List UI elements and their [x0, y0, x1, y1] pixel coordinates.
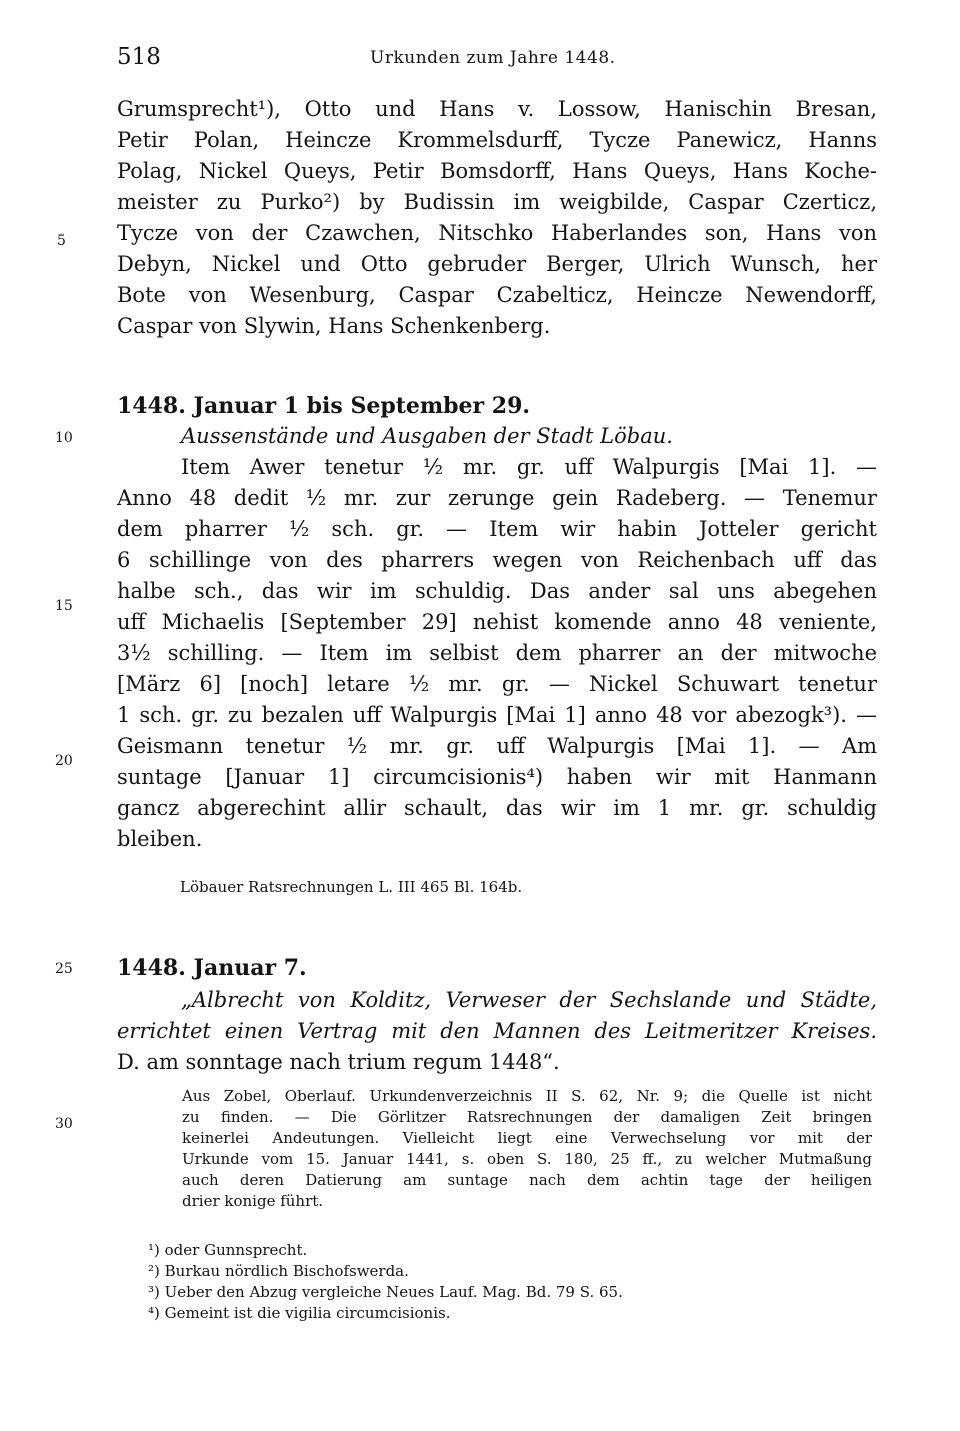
entry-heading: 1448. Januar 7. — [117, 955, 307, 981]
line-number-10: 10 — [55, 430, 73, 446]
continuation-paragraph — [117, 94, 877, 342]
note-line: auch deren Datierung am suntage nach dem achtin tage der heiligen — [182, 1171, 872, 1189]
text-line: D. am sonntage nach trium regum 1448“. — [117, 1050, 560, 1074]
text-line: Polag, Nickel Queys, Petir Bomsdorff, Hans Queys, Hans Koche- — [117, 159, 877, 183]
line-number-30: 30 — [55, 1116, 73, 1132]
entry-body — [117, 421, 877, 855]
text-line: Geismann tenetur ½ mr. gr. uff Walpurgis [Mai 1]. — Am — [117, 734, 877, 758]
text-line: 6 schillinge von des pharrers wegen von Reichenbach uff das — [117, 548, 877, 572]
note-line: keinerlei Andeutungen. Vielleicht liegt eine Verwechselung vor mit der — [182, 1129, 872, 1147]
text-line: [März 6] [noch] letare ½ mr. gr. — Nickel Schuwart tenetur — [117, 672, 877, 696]
entry-title: Aussenstände und Ausgaben der Stadt Löbau. — [181, 424, 673, 448]
footnote: ³) Ueber den Abzug vergleiche Neues Lauf. Mag. Bd. 79 S. 65. — [148, 1283, 623, 1301]
text-line: Petir Polan, Heincze Krommelsdurff, Tycze Panewicz, Hanns — [117, 128, 877, 152]
text-line: Grumsprecht¹), Otto und Hans v. Lossow, Hanischin Bresan, — [117, 97, 877, 121]
entry-title: errichtet einen Vertrag mit den Mannen des Leitmeritzer Kreises. — [117, 1019, 877, 1043]
source-reference: Löbauer Ratsrechnungen L. III 465 Bl. 164b. — [180, 878, 523, 896]
footnote: ¹) oder Gunnsprecht. — [148, 1241, 308, 1259]
text-line: Debyn, Nickel und Otto gebruder Berger, Ulrich Wunsch, her — [117, 252, 877, 276]
line-number-20: 20 — [55, 753, 73, 769]
text-line: dem pharrer ½ sch. gr. — Item wir habin Jotteler gericht — [117, 517, 877, 541]
entry-title: „Albrecht von Kolditz, Verweser der Sechslande und Städte, — [181, 988, 877, 1012]
footnote: ²) Burkau nördlich Bischofswerda. — [148, 1262, 409, 1280]
text-line: 1 sch. gr. zu bezalen uff Walpurgis [Mai 1] anno 48 vor abezogk³). — — [117, 703, 877, 727]
footnote: ⁴) Gemeint ist die vigilia circumcisionis. — [148, 1304, 451, 1322]
line-number-25: 25 — [55, 961, 73, 977]
text-line: Tycze von der Czawchen, Nitschko Haberlandes son, Hans von — [117, 221, 877, 245]
text-line: suntage [Januar 1] circumcisionis⁴) haben wir mit Hanmann — [117, 765, 877, 789]
note-line: drier konige führt. — [182, 1192, 324, 1210]
text-line: Anno 48 dedit ½ mr. zur zerunge gein Radeberg. — Tenemur — [117, 486, 877, 510]
text-line: gancz abgerechint allir schault, das wir im 1 mr. gr. schuldig — [117, 796, 877, 820]
footnotes — [148, 1240, 848, 1324]
note-line: zu finden. — Die Görlitzer Ratsrechnungen der damaligen Zeit bringen — [182, 1108, 872, 1126]
note-line: Urkunde vom 15. Januar 1441, s. oben S. 180, 25 ff., zu welcher Mutmaßung — [182, 1150, 872, 1168]
text-line: halbe sch., das wir im schuldig. Das ander sal uns abegehen — [117, 579, 877, 603]
page-number: 518 — [117, 44, 161, 70]
page-header — [0, 44, 960, 84]
text-line: Caspar von Slywin, Hans Schenkenberg. — [117, 314, 551, 338]
running-head: Urkunden zum Jahre 1448. — [370, 48, 616, 68]
line-number-5: 5 — [57, 233, 66, 249]
text-line: 3½ schilling. — Item im selbist dem pharrer an der mitwoche — [117, 641, 877, 665]
text-line: Bote von Wesenburg, Caspar Czabelticz, Heincze Newendorff, — [117, 283, 877, 307]
note-line: Aus Zobel, Oberlauf. Urkundenverzeichnis II S. 62, Nr. 9; die Quelle ist nicht — [182, 1087, 872, 1105]
entry-heading: 1448. Januar 1 bis September 29. — [117, 393, 531, 419]
text-line: uff Michaelis [September 29] nehist komende anno 48 veniente, — [117, 610, 877, 634]
editorial-note — [182, 1086, 872, 1212]
text-line: bleiben. — [117, 827, 203, 851]
text-line: Item Awer tenetur ½ mr. gr. uff Walpurgis [Mai 1]. — — [181, 455, 877, 479]
entry-body — [117, 985, 877, 1078]
line-number-15: 15 — [55, 598, 73, 614]
text-line: meister zu Purko²) by Budissin im weigbilde, Caspar Czerticz, — [117, 190, 877, 214]
